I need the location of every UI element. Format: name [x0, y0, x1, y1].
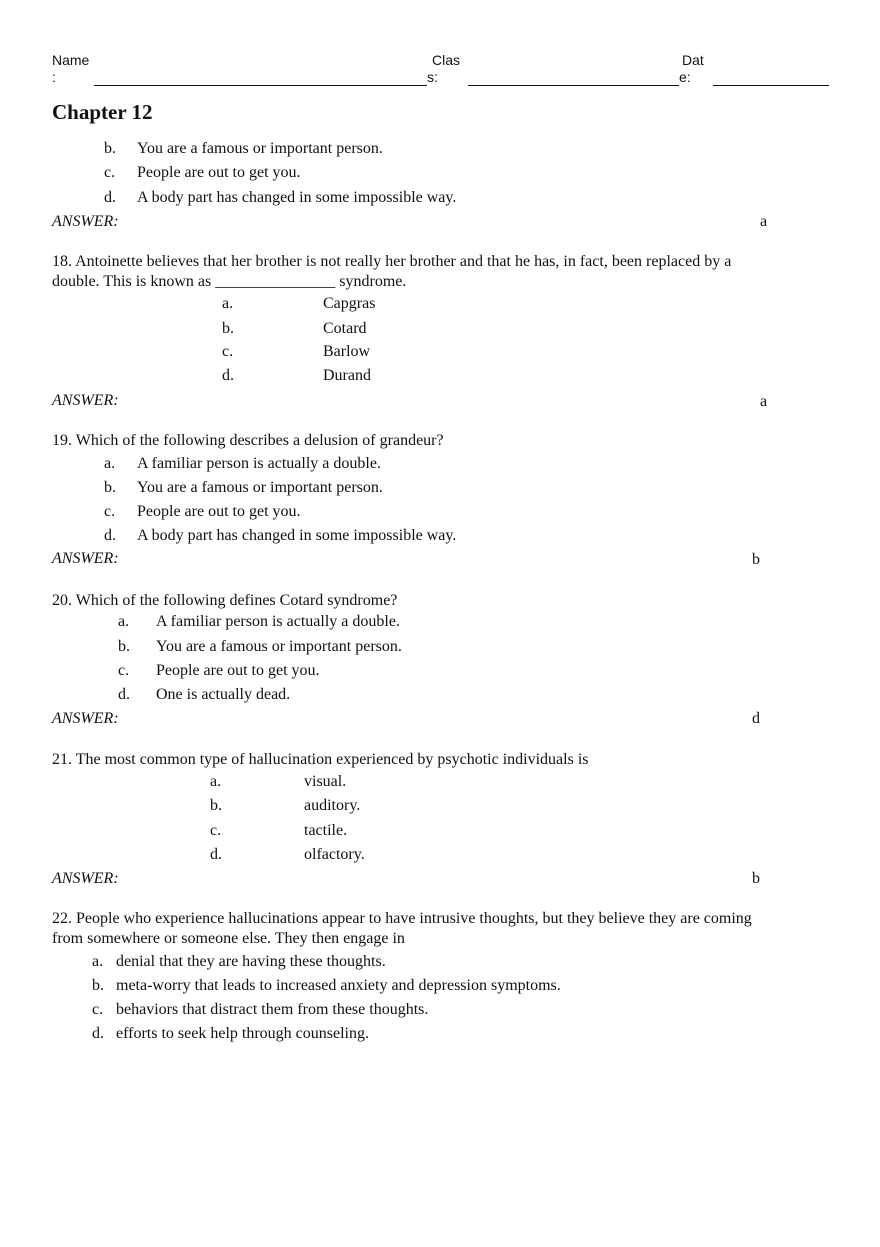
- question-text: 18. Antoinette believes that her brother is not really her brother and that he has, in fact, been replaced by a: [52, 253, 732, 270]
- option-letter: c.: [92, 1001, 104, 1018]
- question-text: 20. Which of the following defines Cotard syndrome?: [52, 592, 398, 609]
- option-text: meta-worry that leads to increased anxiety and depression symptoms.: [116, 977, 561, 994]
- option-text: One is actually dead.: [156, 686, 291, 703]
- option-letter: b.: [222, 320, 234, 337]
- option-text: You are a famous or important person.: [137, 140, 383, 157]
- option-letter: d.: [210, 846, 222, 863]
- option-text: A familiar person is actually a double.: [156, 613, 400, 630]
- question-text: double. This is known as _______________ syndrome.: [52, 273, 407, 290]
- option-text: People are out to get you.: [156, 662, 320, 679]
- answer-value: a: [760, 393, 768, 410]
- option-letter: c.: [118, 662, 130, 679]
- option-letter: a.: [210, 773, 222, 790]
- option-letter: b.: [118, 638, 130, 655]
- option-letter: d.: [222, 367, 234, 384]
- option-letter: c.: [222, 343, 234, 360]
- option-text: auditory.: [304, 797, 361, 814]
- option-text: A body part has changed in some impossible way.: [137, 189, 457, 206]
- question-text: 21. The most common type of hallucination experienced by psychotic individuals is: [52, 751, 589, 768]
- question-text: 22. People who experience hallucinations appear to have intrusive thoughts, but they believe they are coming: [52, 910, 752, 927]
- option-text: People are out to get you.: [137, 164, 301, 181]
- option-text: Cotard: [323, 320, 367, 337]
- option-letter: a.: [104, 455, 116, 472]
- option-letter: a.: [118, 613, 130, 630]
- option-text: A familiar person is actually a double.: [137, 455, 381, 472]
- date-field-line: [713, 85, 829, 86]
- option-letter: d.: [92, 1025, 104, 1042]
- option-text: Barlow: [323, 343, 371, 360]
- name-label: Name: [52, 52, 90, 68]
- answer-label: ANSWER:: [52, 392, 119, 409]
- class-field-line: [468, 85, 679, 86]
- answer-label: ANSWER:: [52, 870, 119, 887]
- option-letter: b.: [104, 140, 116, 157]
- class-label: Clas: [432, 52, 461, 68]
- answer-value: a: [760, 213, 768, 230]
- option-letter: a.: [92, 953, 104, 970]
- option-text: Capgras: [323, 295, 376, 312]
- option-text: You are a famous or important person.: [137, 479, 383, 496]
- date-label: Dat: [682, 52, 704, 68]
- option-letter: a.: [222, 295, 234, 312]
- option-letter: b.: [210, 797, 222, 814]
- option-letter: d.: [104, 189, 116, 206]
- option-letter: c.: [104, 503, 116, 520]
- option-text: tactile.: [304, 822, 348, 839]
- option-text: efforts to seek help through counseling.: [116, 1025, 369, 1042]
- date-label-suffix: e:: [679, 69, 691, 85]
- question-text: 19. Which of the following describes a delusion of grandeur?: [52, 432, 444, 449]
- option-text: Durand: [323, 367, 371, 384]
- question-text: from somewhere or someone else. They then engage in: [52, 930, 405, 947]
- answer-label: ANSWER:: [52, 213, 119, 230]
- answer-value: b: [752, 870, 760, 887]
- class-label-suffix: s:: [427, 69, 438, 85]
- option-text: visual.: [304, 773, 347, 790]
- answer-value: b: [752, 551, 760, 568]
- option-letter: c.: [104, 164, 116, 181]
- option-text: olfactory.: [304, 846, 365, 863]
- option-letter: c.: [210, 822, 222, 839]
- name-field-line: [94, 85, 427, 86]
- answer-label: ANSWER:: [52, 710, 119, 727]
- option-letter: d.: [104, 527, 116, 544]
- option-text: denial that they are having these thoughts.: [116, 953, 386, 970]
- option-text: A body part has changed in some impossible way.: [137, 527, 457, 544]
- name-colon: :: [52, 69, 56, 85]
- option-text: People are out to get you.: [137, 503, 301, 520]
- option-text: behaviors that distract them from these thoughts.: [116, 1001, 429, 1018]
- answer-label: ANSWER:: [52, 550, 119, 567]
- option-letter: d.: [118, 686, 130, 703]
- option-text: You are a famous or important person.: [156, 638, 402, 655]
- option-letter: b.: [92, 977, 104, 994]
- page-title: Chapter 12: [52, 100, 153, 124]
- option-letter: b.: [104, 479, 116, 496]
- answer-value: d: [752, 710, 760, 727]
